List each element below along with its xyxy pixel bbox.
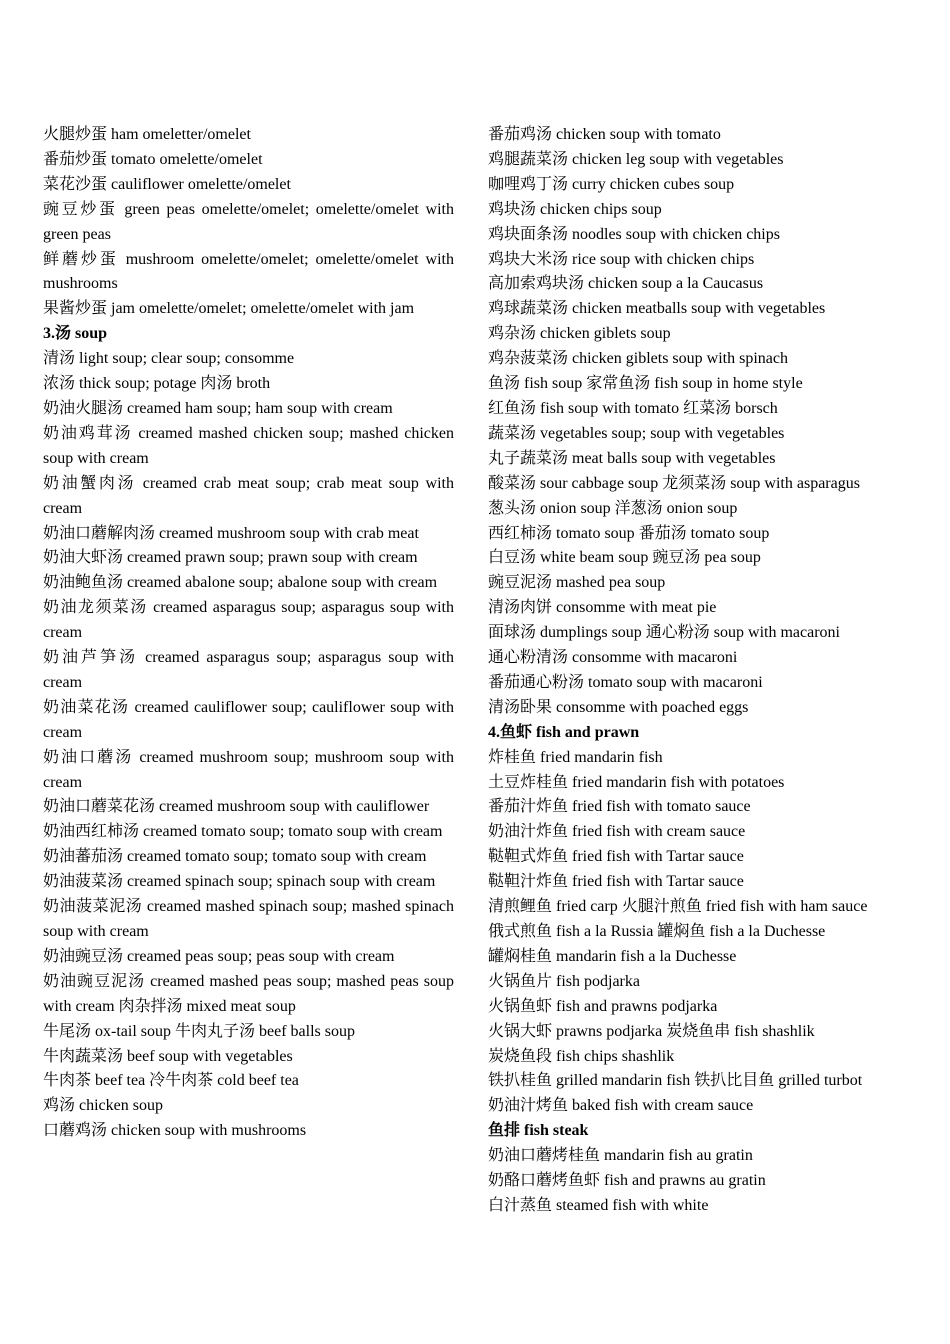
menu-entry: 鱼汤 fish soup 家常鱼汤 fish soup in home style bbox=[488, 375, 803, 393]
menu-entry: 俄式煎鱼 fish a la Russia 罐焖鱼 fish a la Duchesse bbox=[488, 923, 826, 940]
menu-entry: 红鱼汤 fish soup with tomato 红菜汤 borsch bbox=[488, 399, 778, 417]
menu-entry: 清汤卧果 consomme with poached eggs bbox=[488, 698, 749, 716]
menu-entry: 口蘑鸡汤 chicken soup with mushrooms bbox=[43, 1122, 307, 1140]
menu-entry: 鸡块大米汤 rice soup with chicken chips bbox=[488, 250, 755, 268]
menu-entry: 白汁蒸鱼 steamed fish with white bbox=[488, 1196, 709, 1214]
menu-entry: 牛肉茶 beef tea 冷牛肉茶 cold beef tea bbox=[43, 1072, 299, 1090]
menu-entry: 奶油龙须菜汤 creamed asparagus soup; asparagus soup with cream bbox=[43, 599, 454, 642]
menu-entry: 奶油菠菜泥汤 creamed mashed spinach soup; mashed spinach soup with cream bbox=[43, 898, 454, 940]
menu-entry: 豌豆炒蛋 green peas omelette/omelet; omelette/omelet with green peas bbox=[43, 200, 454, 243]
menu-entry: 鸡球蔬菜汤 chicken meatballs soup with vegetables bbox=[488, 300, 826, 318]
menu-entry: 奶油豌豆汤 creamed peas soup; peas soup with cream bbox=[43, 947, 395, 965]
menu-entry: 通心粉清汤 consomme with macaroni bbox=[488, 649, 738, 667]
menu-entry: 咖哩鸡丁汤 curry chicken cubes soup bbox=[488, 175, 735, 193]
menu-entry: 土豆炸桂鱼 fried mandarin fish with potatoes bbox=[488, 773, 785, 791]
menu-entry: 番茄通心粉汤 tomato soup with macaroni bbox=[488, 673, 763, 691]
menu-entry: 蔬菜汤 vegetables soup; soup with vegetables bbox=[488, 424, 785, 442]
menu-entry: 番茄炒蛋 tomato omelette/omelet bbox=[43, 150, 263, 168]
menu-entry: 果酱炒蛋 jam omelette/omelet; omelette/omelet with jam bbox=[43, 300, 415, 318]
menu-entry: 牛肉蔬菜汤 beef soup with vegetables bbox=[43, 1047, 293, 1065]
menu-entry: 奶油汁烤鱼 baked fish with cream sauce bbox=[488, 1097, 754, 1115]
menu-entry: 奶油口蘑菜花汤 creamed mushroom soup with cauliflower bbox=[43, 798, 430, 816]
menu-entry: 火锅鱼虾 fish and prawns podjarka bbox=[488, 997, 718, 1015]
menu-entry: 鞑靼式炸鱼 fried fish with Tartar sauce bbox=[488, 848, 744, 866]
menu-entry: 奶油豌豆泥汤 creamed mashed peas soup; mashed peas soup with cream 肉杂拌汤 mixed meat soup bbox=[43, 972, 454, 1015]
menu-entry: 浓汤 thick soup; potage 肉汤 broth bbox=[43, 375, 271, 393]
menu-entry: 面球汤 dumplings soup 通心粉汤 soup with macaroni bbox=[488, 624, 840, 642]
section-heading: 鱼排 fish steak bbox=[488, 1122, 589, 1140]
menu-entry: 鞑靼汁炸鱼 fried fish with Tartar sauce bbox=[488, 873, 744, 891]
menu-entry: 鸡汤 chicken soup bbox=[43, 1097, 163, 1115]
menu-entry: 奶油蕃茄汤 creamed tomato soup; tomato soup with cream bbox=[43, 848, 427, 866]
menu-entry: 奶油口蘑汤 creamed mushroom soup; mushroom soup with cream bbox=[43, 748, 454, 791]
menu-entry: 奶油蟹肉汤 creamed crab meat soup; crab meat soup with cream bbox=[43, 474, 454, 517]
menu-entry: 奶油汁炸鱼 fried fish with cream sauce bbox=[488, 823, 746, 841]
menu-entry: 菜花沙蛋 cauliflower omelette/omelet bbox=[43, 175, 291, 193]
section-heading: 3.汤 soup bbox=[43, 325, 108, 343]
menu-entry: 奶油鸡茸汤 creamed mashed chicken soup; mashed chicken soup with cream bbox=[43, 424, 454, 467]
menu-entry: 番茄鸡汤 chicken soup with tomato bbox=[488, 126, 721, 143]
menu-entry: 番茄汁炸鱼 fried fish with tomato sauce bbox=[488, 798, 751, 816]
menu-entry: 鲜蘑炒蛋 mushroom omelette/omelet; omelette/omelet with mushrooms bbox=[43, 250, 454, 293]
menu-entry: 铁扒桂鱼 grilled mandarin fish 铁扒比目鱼 grilled turbot bbox=[488, 1072, 863, 1090]
menu-entry: 奶油火腿汤 creamed ham soup; ham soup with cream bbox=[43, 399, 393, 417]
menu-entry: 西红柿汤 tomato soup 番茄汤 tomato soup bbox=[488, 524, 770, 542]
menu-entry: 奶油大虾汤 creamed prawn soup; prawn soup with cream bbox=[43, 549, 418, 567]
menu-entry: 奶油西红柿汤 creamed tomato soup; tomato soup with cream bbox=[43, 823, 443, 841]
menu-entry: 白豆汤 white beam soup 豌豆汤 pea soup bbox=[488, 549, 761, 567]
menu-entry: 奶油菠菜汤 creamed spinach soup; spinach soup with cream bbox=[43, 873, 436, 891]
menu-entry: 火腿炒蛋 ham omeletter/omelet bbox=[43, 126, 251, 143]
menu-entry: 奶油口蘑解肉汤 creamed mushroom soup with crab meat bbox=[43, 524, 419, 542]
menu-entry: 清汤肉饼 consomme with meat pie bbox=[488, 599, 717, 617]
menu-entry: 清汤 light soup; clear soup; consomme bbox=[43, 350, 295, 368]
menu-entry: 鸡杂菠菜汤 chicken giblets soup with spinach bbox=[488, 350, 788, 368]
menu-entry: 奶油菜花汤 creamed cauliflower soup; cauliflower soup with cream bbox=[43, 698, 454, 741]
menu-entry: 炸桂鱼 fried mandarin fish bbox=[488, 748, 663, 766]
left-column bbox=[43, 123, 454, 1144]
menu-entry: 奶油鲍鱼汤 creamed abalone soup; abalone soup with cream bbox=[43, 574, 438, 592]
menu-entry: 豌豆泥汤 mashed pea soup bbox=[488, 574, 666, 592]
menu-entry: 罐焖桂鱼 mandarin fish a la Duchesse bbox=[488, 947, 737, 965]
menu-entry: 丸子蔬菜汤 meat balls soup with vegetables bbox=[488, 449, 776, 467]
menu-entry: 鸡杂汤 chicken giblets soup bbox=[488, 325, 671, 343]
menu-entry: 高加索鸡块汤 chicken soup a la Caucasus bbox=[488, 275, 764, 293]
menu-entry: 清煎鲤鱼 fried carp 火腿汁煎鱼 fried fish with ham sauce bbox=[488, 898, 868, 916]
menu-entry: 酸菜汤 sour cabbage soup 龙须菜汤 soup with asparagus bbox=[488, 474, 860, 492]
menu-entry: 火锅鱼片 fish podjarka bbox=[488, 972, 640, 990]
menu-entry: 鸡腿蔬菜汤 chicken leg soup with vegetables bbox=[488, 150, 784, 168]
menu-entry: 奶油口蘑烤桂鱼 mandarin fish au gratin bbox=[488, 1147, 753, 1165]
menu-entry: 奶油芦笋汤 creamed asparagus soup; asparagus soup with cream bbox=[43, 649, 454, 691]
menu-entry: 葱头汤 onion soup 洋葱汤 onion soup bbox=[488, 499, 738, 517]
right-column bbox=[488, 123, 908, 1219]
section-heading: 4.鱼虾 fish and prawn bbox=[488, 723, 640, 741]
menu-entry: 鸡块面条汤 noodles soup with chicken chips bbox=[488, 225, 780, 243]
menu-entry: 牛尾汤 ox-tail soup 牛肉丸子汤 beef balls soup bbox=[43, 1022, 355, 1040]
menu-entry: 火锅大虾 prawns podjarka 炭烧鱼串 fish shashlik bbox=[488, 1022, 815, 1040]
menu-entry: 炭烧鱼段 fish chips shashlik bbox=[488, 1047, 675, 1065]
menu-entry: 奶酪口蘑烤鱼虾 fish and prawns au gratin bbox=[488, 1172, 766, 1190]
menu-entry: 鸡块汤 chicken chips soup bbox=[488, 200, 662, 218]
